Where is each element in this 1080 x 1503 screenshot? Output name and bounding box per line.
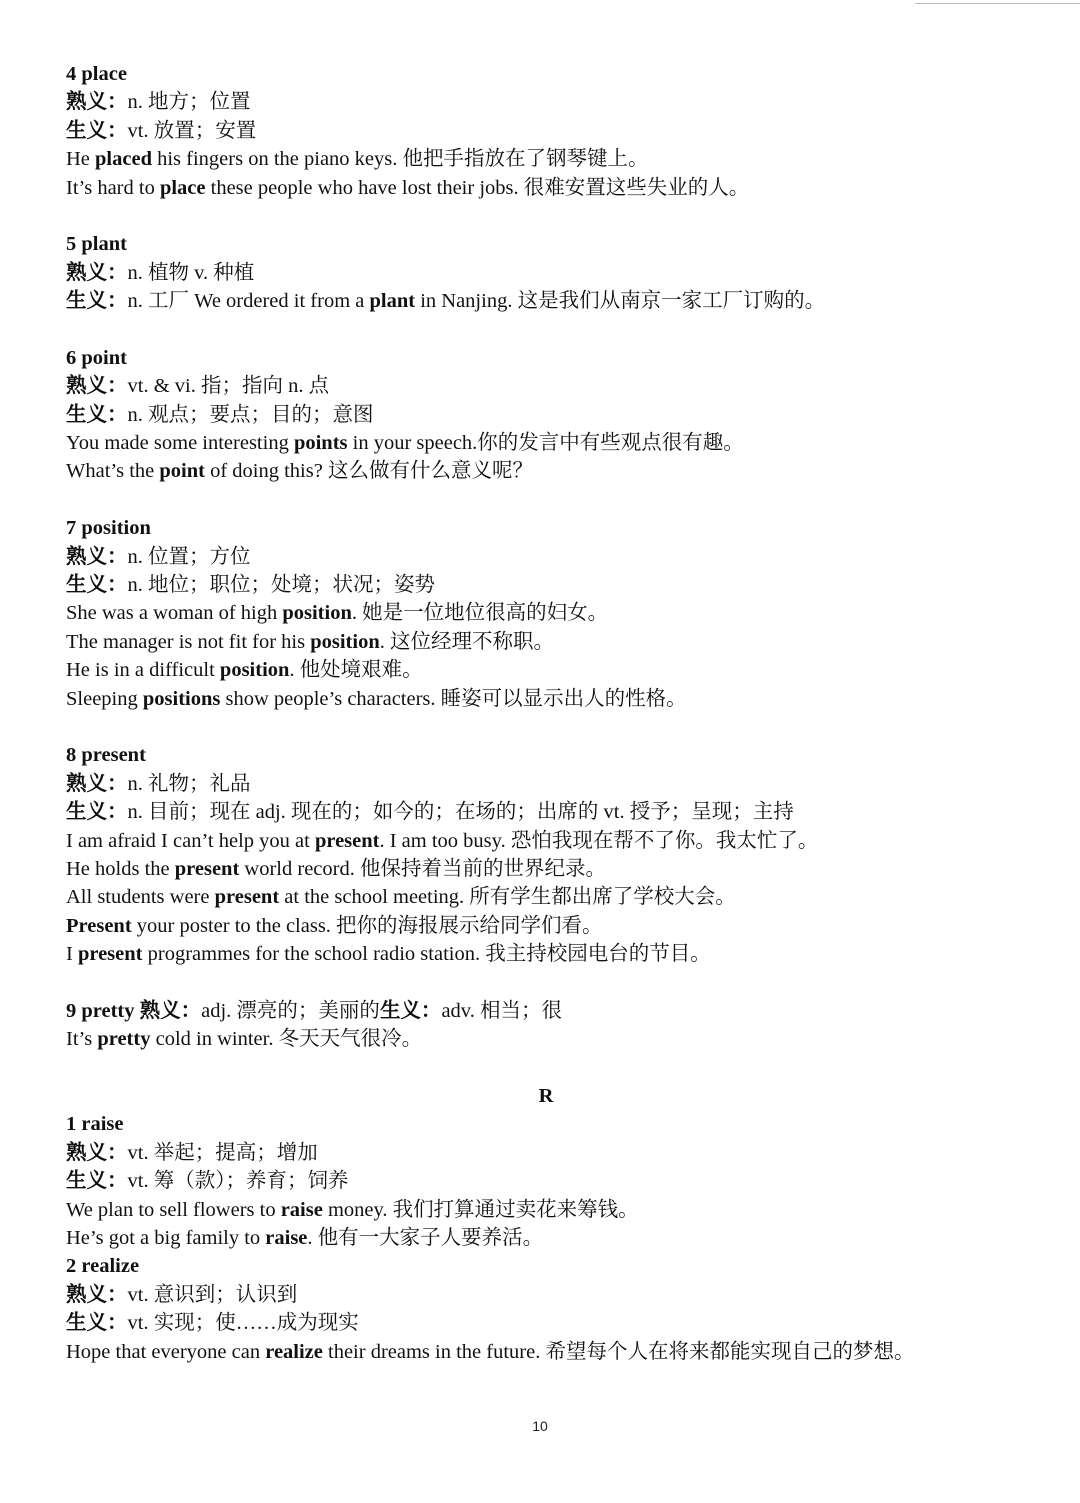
document-page xyxy=(66,60,1026,1366)
bold-text: 9 pretty xyxy=(66,999,140,1022)
bold-text: place xyxy=(159,176,206,199)
entry-word: 1 raise xyxy=(66,1113,124,1136)
text: . 他有一大家子人要养活。 xyxy=(307,1227,544,1250)
entry-line xyxy=(66,599,1026,627)
entry-heading xyxy=(66,344,1026,372)
text: n. 礼物；礼品 xyxy=(127,772,251,795)
entry-word: 2 realize xyxy=(66,1255,140,1278)
bold-text: 生义： xyxy=(66,1170,128,1193)
text: It’s xyxy=(66,1028,98,1051)
text: adj. 漂亮的；美丽的 xyxy=(201,999,380,1022)
spacer xyxy=(66,202,1026,230)
entry-line xyxy=(66,656,1026,684)
bold-text: 熟义： xyxy=(139,999,202,1022)
bold-text: raise xyxy=(280,1198,323,1221)
entry-line xyxy=(66,1196,1026,1224)
text: . I am too busy. 恐怕我现在帮不了你。我太忙了。 xyxy=(379,829,819,852)
text: programmes for the school radio station. 我主持校园电台的节目。 xyxy=(142,943,711,966)
top-rule xyxy=(915,3,1080,4)
text: The manager is not fit for his xyxy=(66,630,311,653)
text: I am afraid I can’t help you at xyxy=(66,829,315,852)
entry-line xyxy=(66,685,1026,713)
text: . 他处境艰难。 xyxy=(289,659,423,682)
bold-text: present xyxy=(174,857,240,880)
entry-line xyxy=(66,798,1026,826)
entry-line xyxy=(66,117,1026,145)
bold-text: raise xyxy=(265,1227,308,1250)
entry-line xyxy=(66,628,1026,656)
spacer xyxy=(66,1054,1026,1082)
entry-line xyxy=(66,372,1026,400)
entry-line xyxy=(66,855,1026,883)
text: Sleeping xyxy=(66,687,143,710)
text: his fingers on the piano keys. 他把手指放在了钢琴键上。 xyxy=(151,148,649,171)
bold-text: point xyxy=(159,460,205,483)
bold-text: Present xyxy=(66,914,132,937)
bold-text: 熟义： xyxy=(66,91,128,114)
text: vt. 实现；使……成为现实 xyxy=(127,1312,359,1335)
bold-text: 生义： xyxy=(66,1312,128,1335)
text: your poster to the class. 把你的海报展示给同学们看。 xyxy=(131,914,603,937)
bold-text: 生义： xyxy=(66,119,128,142)
text: vt. & vi. 指；指向 n. 点 xyxy=(127,375,330,398)
bold-text: present xyxy=(314,829,380,852)
entry-heading xyxy=(66,741,1026,769)
entry-line xyxy=(66,287,1026,315)
text: cold in winter. 冬天天气很冷。 xyxy=(150,1028,423,1051)
entry-line xyxy=(66,543,1026,571)
entry-heading xyxy=(66,1110,1026,1138)
text: money. 我们打算通过卖花来筹钱。 xyxy=(322,1198,639,1221)
entry-line xyxy=(66,1167,1026,1195)
text: vt. 放置；安置 xyxy=(127,119,257,142)
text: their dreams in the future. 希望每个人在将来都能实现自己的梦想。 xyxy=(322,1340,915,1363)
entry-line xyxy=(66,1281,1026,1309)
text: We plan to sell flowers to xyxy=(66,1198,281,1221)
bold-text: plant xyxy=(369,290,416,313)
entry-word: 4 place xyxy=(66,63,127,85)
spacer xyxy=(66,316,1026,344)
bold-text: 熟义： xyxy=(66,545,128,568)
entry-word: 7 position xyxy=(66,517,151,540)
text: n. 观点；要点；目的；意图 xyxy=(127,403,374,426)
entry-line xyxy=(66,1025,1026,1053)
bold-text: position xyxy=(282,602,352,625)
text: n. 位置；方位 xyxy=(127,545,251,568)
entry-line xyxy=(66,1338,1026,1366)
entry-line xyxy=(66,571,1026,599)
text: n. 地位；职位；处境；状况；姿势 xyxy=(127,574,435,597)
entry-line xyxy=(66,1139,1026,1167)
text: I xyxy=(66,943,78,966)
bold-text: 生义： xyxy=(66,290,128,313)
entry-heading xyxy=(66,514,1026,542)
text: n. 植物 v. 种植 xyxy=(127,261,255,284)
entry-line xyxy=(66,912,1026,940)
bold-text: position xyxy=(219,659,290,682)
text: All students were xyxy=(66,886,215,909)
entry-line xyxy=(66,827,1026,855)
entry-line xyxy=(66,174,1026,202)
entry-line xyxy=(66,1309,1026,1337)
text: these people who have lost their jobs. 很难安置这些失业的人。 xyxy=(205,176,750,199)
entry-word: 5 plant xyxy=(66,233,127,256)
entry-heading xyxy=(66,60,1026,88)
page-number: 10 xyxy=(532,1418,548,1434)
entry-line xyxy=(66,940,1026,968)
entry-word: 8 present xyxy=(66,744,146,767)
text: of doing this? 这么做有什么意义呢？ xyxy=(204,460,533,483)
text: in Nanjing. 这是我们从南京一家工厂订购的。 xyxy=(415,290,826,313)
text: . 她是一位地位很高的妇女。 xyxy=(351,602,609,625)
bold-text: 熟义： xyxy=(66,261,128,284)
bold-text: 熟义： xyxy=(66,1141,128,1164)
text: n. 工厂 We ordered it from a xyxy=(127,290,370,313)
text: at the school meeting. 所有学生都出席了学校大会。 xyxy=(279,886,736,909)
entry-line xyxy=(66,259,1026,287)
entry-line xyxy=(66,88,1026,116)
text: vt. 举起；提高；增加 xyxy=(127,1141,318,1164)
bold-text: 熟义： xyxy=(66,375,128,398)
text: n. 地方；位置 xyxy=(127,91,251,114)
letter-heading xyxy=(66,1082,1026,1110)
entry-line xyxy=(66,145,1026,173)
bold-text: 熟义： xyxy=(66,1283,128,1306)
text: You made some interesting xyxy=(66,432,294,455)
text: He xyxy=(66,148,96,171)
spacer xyxy=(66,713,1026,741)
bold-text: present xyxy=(214,886,280,909)
text: He holds the xyxy=(66,857,175,880)
text: vt. 筹（款）；养育；饲养 xyxy=(127,1170,349,1193)
entry-line xyxy=(66,401,1026,429)
bold-text: points xyxy=(293,432,348,455)
letter-heading-text: R xyxy=(538,1085,554,1108)
text: adv. 相当；很 xyxy=(441,999,562,1022)
bold-text: 生义： xyxy=(66,403,128,426)
text: It’s hard to xyxy=(66,176,160,199)
bold-text: 生义： xyxy=(66,801,128,824)
text: Hope that everyone can xyxy=(66,1340,266,1363)
text: . 这位经理不称职。 xyxy=(379,630,554,653)
bold-text: realize xyxy=(265,1340,323,1363)
spacer xyxy=(66,969,1026,997)
text: He is in a difficult xyxy=(66,659,220,682)
text: in your speech.你的发言中有些观点很有趣。 xyxy=(347,432,744,455)
bold-text: pretty xyxy=(97,1028,151,1051)
bold-text: 生义： xyxy=(379,999,442,1022)
entry-heading xyxy=(66,1252,1026,1280)
bold-text: position xyxy=(310,630,380,653)
entry-line xyxy=(66,883,1026,911)
entry-word: 6 point xyxy=(66,346,127,369)
spacer xyxy=(66,486,1026,514)
text: vt. 意识到；认识到 xyxy=(127,1283,298,1306)
text: show people’s characters. 睡姿可以显示出人的性格。 xyxy=(220,687,687,710)
bold-text: present xyxy=(77,943,143,966)
text: She was a woman of high xyxy=(66,602,283,625)
text: He’s got a big family to xyxy=(66,1227,266,1250)
entry-line xyxy=(66,429,1026,457)
bold-text: positions xyxy=(142,687,221,710)
entry-heading xyxy=(66,230,1026,258)
entry-line xyxy=(66,457,1026,485)
text: n. 目前；现在 adj. 现在的；如今的；在场的；出席的 vt. 授予；呈现；主持 xyxy=(127,801,794,824)
entry-line xyxy=(66,770,1026,798)
entry-line xyxy=(66,1224,1026,1252)
text: world record. 他保持着当前的世界纪录。 xyxy=(239,857,606,880)
bold-text: 熟义： xyxy=(66,772,128,795)
bold-text: 生义： xyxy=(66,574,128,597)
text: What’s the xyxy=(66,460,160,483)
bold-text: placed xyxy=(95,148,152,171)
entry-line xyxy=(66,997,1026,1025)
